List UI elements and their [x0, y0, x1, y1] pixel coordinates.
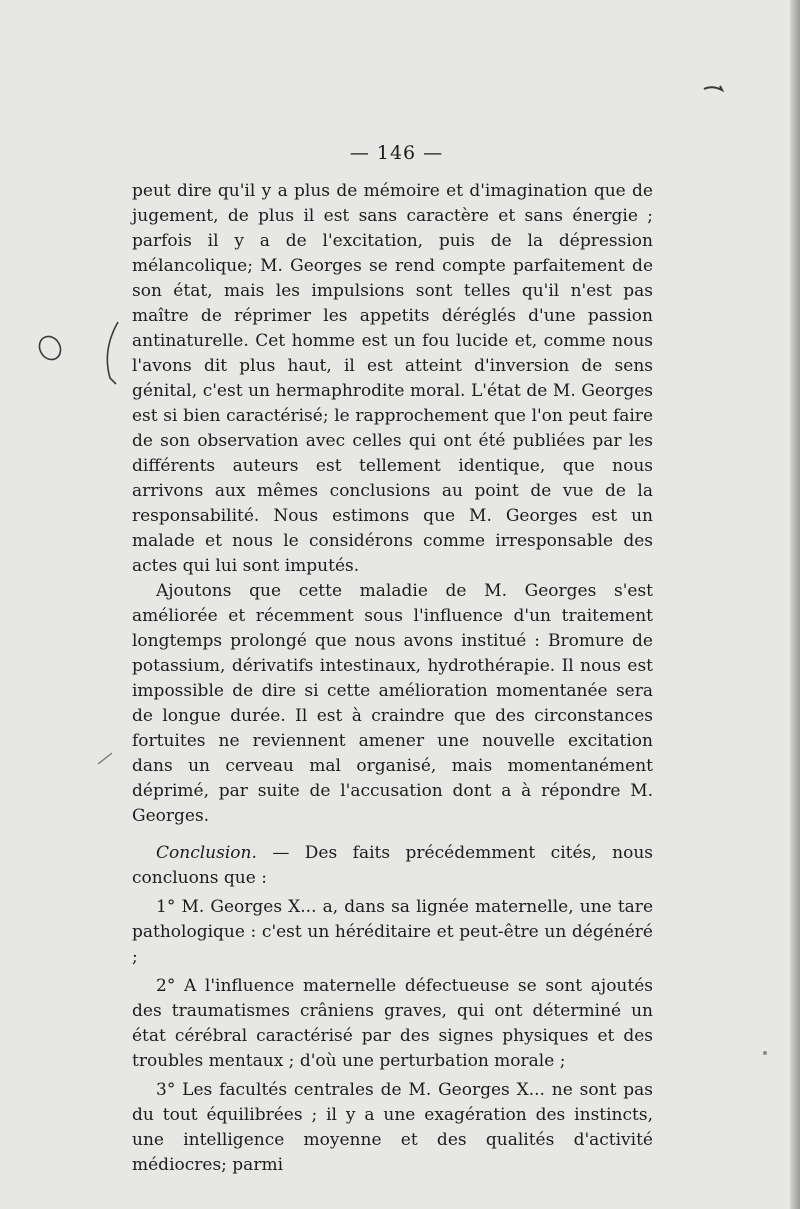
paper-speck-icon [762, 1050, 768, 1056]
conclusion-item: 3° Les facultés centrales de M. Georges X... ne sont pas du tout équilibrées ; il y a une exagération des instincts, une intelligence moyenne et des qualités d'activité médiocres; parmi [132, 1080, 653, 1175]
scan-edge-shadow [790, 0, 800, 1209]
page-number: — 146 — [349, 142, 444, 164]
book-page [132, 142, 653, 1178]
body-paragraph: Ajoutons que cette maladie de M. Georges s'est améliorée et récemment sous l'influence d'un traitement longtemps prolongé que nous avons institué : Bromure de potassium, dérivatifs intestinaux, hydrothérapie. Il nous est impossible de dire si cette amélioration momentanée sera de longue durée. Il est à craindre que des circonstances fortuites ne reviennent amener une nouvelle excitation dans un cerveau mal organisé, mais momentanément déprimé, par suite de l'accusation dont a à répondre M. Georges. [132, 581, 653, 826]
conclusion-item: 1° M. Georges X... a, dans sa lignée maternelle, une tare pathologique : c'est un héréditaire et peut-être un dégénéré ; [132, 897, 653, 967]
pencil-annotation-icon [36, 320, 136, 400]
pencil-tick-icon [96, 750, 116, 766]
ink-mark-icon [700, 80, 730, 98]
body-paragraph: peut dire qu'il y a plus de mémoire et d'imagination que de jugement, de plus il est sans caractère et sans énergie ; parfois il y a de l'excitation, puis de la dépression mélancolique; M. Georges se rend compte parfaitement de son état, mais les impulsions sont telles qu'il n'est pas maître de réprimer les appetits déréglés d'une passion antinaturelle. Cet homme est un fou lucide et, comme nous l'avons dit plus haut, il est atteint d'inversion de sens génital, c'est un hermaphrodite moral. L'état de M. Georges est si bien caractérisé; le rapprochement que l'on peut faire de son observation avec celles qui ont été publiées par les différents auteurs est tellement identique, que nous arrivons aux mêmes conclusions au point de vue de la responsabilité. Nous estimons que M. Georges est un malade et nous le considérons comme irresponsable des actes qui lui sont imputés. [132, 181, 653, 576]
conclusion-label: Conclusion. [156, 843, 257, 863]
conclusion-paragraph [132, 841, 653, 891]
conclusion-item: 2° A l'influence maternelle défectueuse se sont ajoutés des traumatismes crâniens graves, qui ont déterminé un état cérébral caractérisé par des signes physiques et des troubles mentaux ; d'où une perturbation morale ; [132, 976, 653, 1071]
conclusion-intro: — Des faits précédemment cités, nous concluons que : [132, 843, 653, 888]
